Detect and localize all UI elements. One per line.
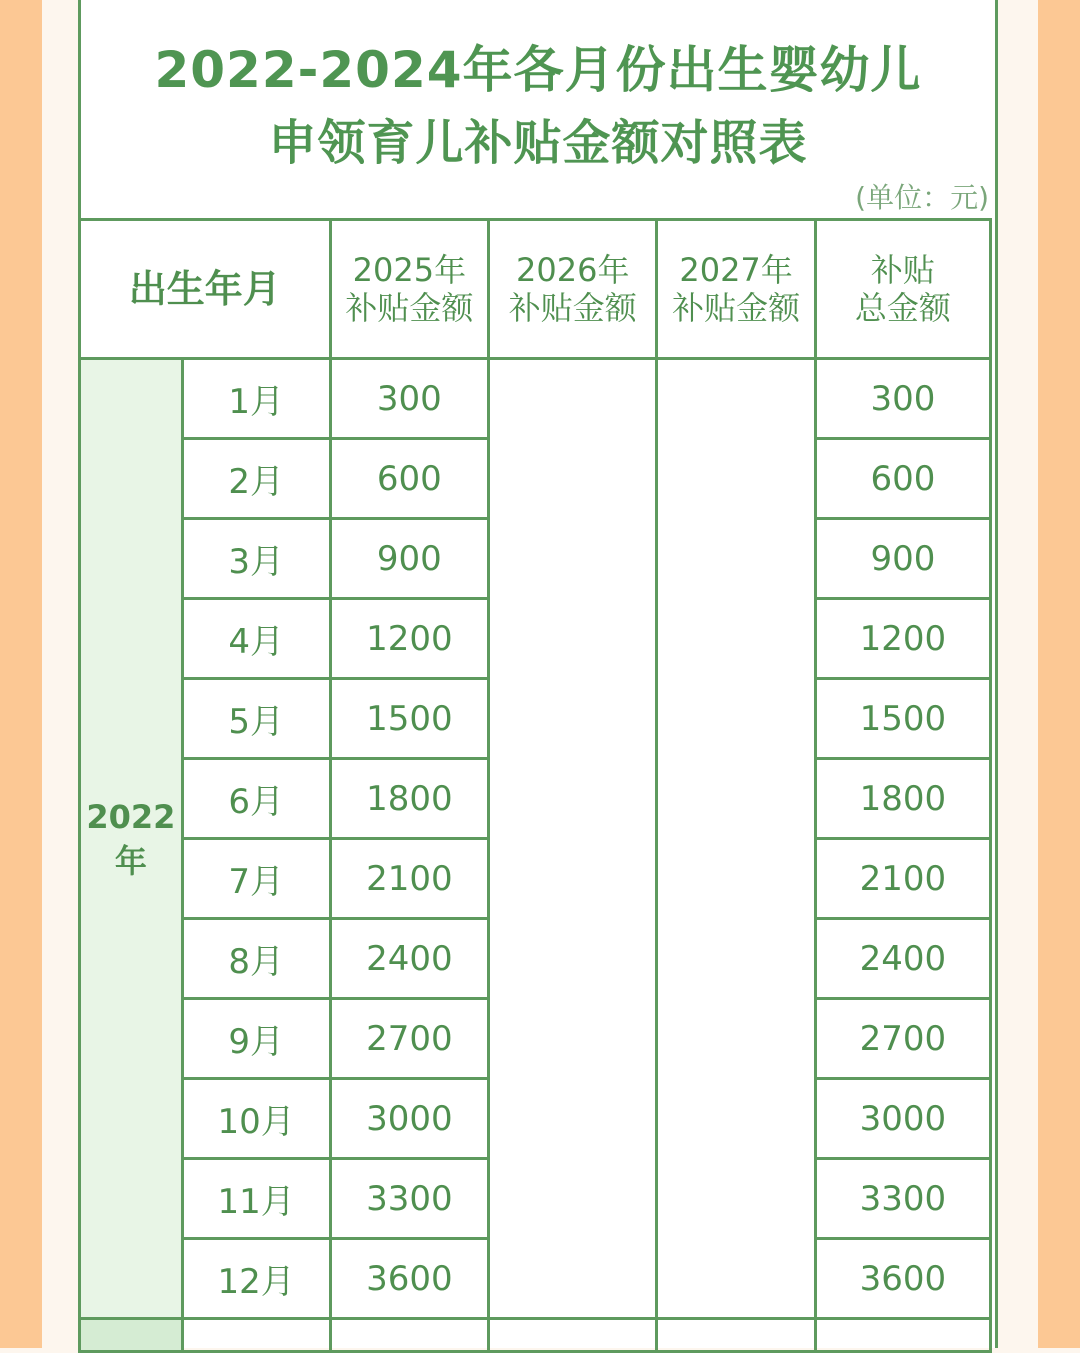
total-cell: 3000 — [815, 1079, 990, 1159]
next-amount-2026-cell — [489, 1319, 657, 1352]
amount-2025-cell: 3000 — [330, 1079, 489, 1159]
title-line-1: 2022-2024年各月份出生婴幼儿 — [154, 41, 922, 99]
month-cell: 6月 — [182, 759, 330, 839]
total-cell: 900 — [815, 519, 990, 599]
total-cell: 3600 — [815, 1239, 990, 1319]
next-month-cell — [182, 1319, 330, 1352]
amount-2025-cell: 2400 — [330, 919, 489, 999]
next-amount-2027-cell — [657, 1319, 815, 1352]
header-2026-amount — [489, 220, 657, 359]
amount-2025-cell: 1500 — [330, 679, 489, 759]
page-panel — [42, 0, 1038, 1348]
table-row — [80, 359, 991, 439]
month-cell: 7月 — [182, 839, 330, 919]
amount-2025-cell: 2100 — [330, 839, 489, 919]
table-row-next-year — [80, 1319, 991, 1352]
total-cell: 600 — [815, 439, 990, 519]
month-cell: 8月 — [182, 919, 330, 999]
month-cell: 4月 — [182, 599, 330, 679]
header-birth-month: 出生年月 — [80, 220, 331, 359]
month-cell: 3月 — [182, 519, 330, 599]
header-2026-year: 2026年 — [516, 251, 630, 289]
next-year-cell — [80, 1319, 183, 1352]
amount-2026-cell — [489, 359, 657, 1319]
year-number: 2022 — [86, 797, 176, 836]
month-cell: 10月 — [182, 1079, 330, 1159]
amount-2025-cell: 1800 — [330, 759, 489, 839]
amount-2025-cell: 600 — [330, 439, 489, 519]
amount-2027-cell — [657, 359, 815, 1319]
header-2025-year: 2025年 — [352, 251, 467, 289]
total-cell: 2400 — [815, 919, 990, 999]
total-cell: 2100 — [815, 839, 990, 919]
month-cell: 2月 — [182, 439, 330, 519]
header-2027-year: 2027年 — [679, 251, 793, 289]
header-2026-label: 补贴金额 — [508, 289, 637, 327]
amount-2025-cell: 3300 — [330, 1159, 489, 1239]
total-cell: 2700 — [815, 999, 990, 1079]
year-cell-2022 — [80, 359, 183, 1319]
amount-2025-cell: 2700 — [330, 999, 489, 1079]
amount-2025-cell: 3600 — [330, 1239, 489, 1319]
right-orange-border — [1038, 0, 1080, 1348]
total-cell: 300 — [815, 359, 990, 439]
month-cell: 12月 — [182, 1239, 330, 1319]
amount-2025-cell: 300 — [330, 359, 489, 439]
header-2027-amount — [657, 220, 815, 359]
header-2025-amount — [330, 220, 489, 359]
total-cell: 1500 — [815, 679, 990, 759]
month-cell: 9月 — [182, 999, 330, 1079]
month-cell: 1月 — [182, 359, 330, 439]
unit-label: (单位：元) — [855, 181, 989, 214]
header-2025-label: 补贴金额 — [345, 289, 474, 327]
header-total-line2: 总金额 — [854, 289, 951, 327]
year-suffix: 年 — [114, 841, 147, 880]
table-header-row — [80, 220, 991, 359]
left-orange-border — [0, 0, 42, 1348]
subsidy-table — [78, 218, 992, 1353]
next-total-cell — [815, 1319, 990, 1352]
total-cell: 1800 — [815, 759, 990, 839]
amount-2025-cell: 1200 — [330, 599, 489, 679]
month-cell: 11月 — [182, 1159, 330, 1239]
total-cell: 3300 — [815, 1159, 990, 1239]
header-2027-label: 补贴金额 — [672, 289, 801, 327]
total-cell: 1200 — [815, 599, 990, 679]
title-line-2: 申领育儿补贴金额对照表 — [268, 115, 808, 171]
amount-2025-cell: 900 — [330, 519, 489, 599]
next-amount-2025-cell — [330, 1319, 489, 1352]
header-total-amount — [815, 220, 990, 359]
month-cell: 5月 — [182, 679, 330, 759]
header-total-line1: 补贴 — [870, 251, 935, 289]
subsidy-sheet — [78, 0, 998, 1348]
